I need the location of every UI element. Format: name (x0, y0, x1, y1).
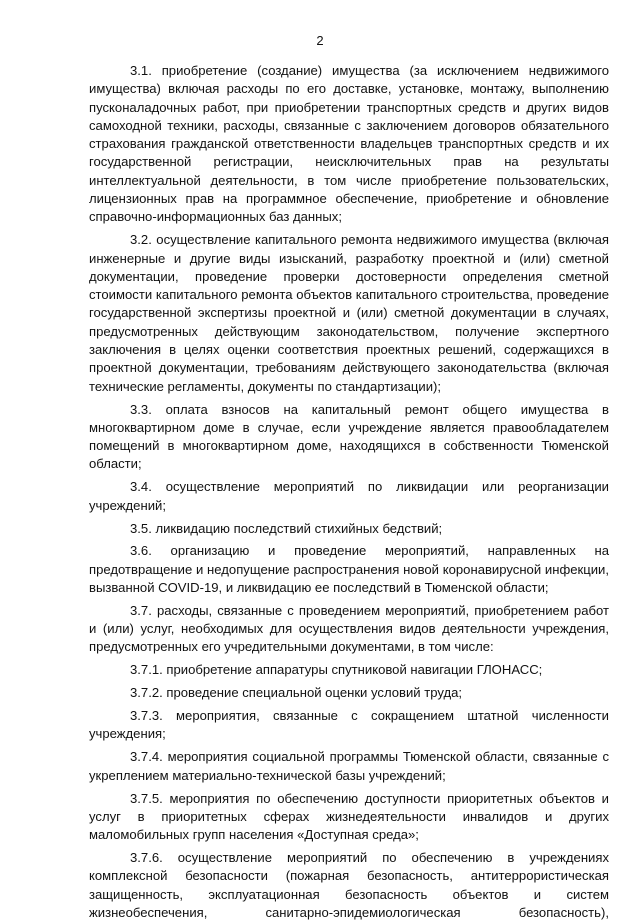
paragraph-3-7-5: 3.7.5. мероприятия по обеспечению доступности приоритетных объектов и услуг в приоритетных сферах жизнедеятельности инвалидов и других маломобильных групп населения «Доступная среда»; (89, 790, 609, 843)
paragraph-3-2: 3.2. осуществление капитального ремонта недвижимого имущества (включая инженерные и другие виды изысканий, разработку проектной и (или) сметной документации, проведение проверки достоверности определения сметной стоимости капитального ремонта объектов капитального строительства, проведение государственной экспертизы проектной и (или) сметной документации в случаях, предусмотренных действующим законодательством, получение экспертного заключения в целях оценки соответствия проектных решений, содержащихся в проектной документации, требованиям действующего законодательства (включая технические регламенты, документы по стандартизации); (89, 232, 609, 394)
paragraph-3-5: 3.5. ликвидацию последствий стихийных бедствий; (130, 520, 443, 536)
paragraph-3-7-1: 3.7.1. приобретение аппаратуры спутниковой навигации ГЛОНАСС; (130, 662, 543, 678)
paragraph-3-7-3: 3.7.3. мероприятия, связанные с сокращением штатной численности учреждения; (89, 708, 609, 742)
paragraph-3-7: 3.7. расходы, связанные с проведением мероприятий, приобретением работ и (или) услуг, необходимых для осуществления видов деятельности учреждения, предусмотренных его учредительными документами, в том числе: (89, 602, 609, 655)
paragraph-3-1: 3.1. приобретение (создание) имущества (за исключением недвижимого имущества) включая расходы по его доставке, установке, монтажу, выполнению пусконаладочных работ, при приобретении транспортных средств и других видов самоходной техники, расходы, связанные с заключением договоров обязательного страхования гражданской ответственности владельцев транспортных средств и их государственной регистрации, неисключительных прав на результаты интеллектуальной деятельности, в том числе приобретение пользовательских, лицензионных прав на программное обеспечение, приобретение и обновление справочно-информационных баз данных; (89, 63, 609, 225)
page-number: 2 (316, 33, 324, 48)
paragraph-3-6: 3.6. организацию и проведение мероприятий, направленных на предотвращение и недопущение распространения новой коронавирусной инфекции, вызванной COVID-19, и ликвидацию ее последствий в Тюменской области; (89, 543, 609, 595)
paragraph-3-7-4: 3.7.4. мероприятия социальной программы Тюменской области, связанные с укреплением материально-технической базы учреждений; (89, 749, 609, 783)
document-body (89, 62, 609, 922)
paragraph-3-4: 3.4. осуществление мероприятий по ликвидации или реорганизации учреждений; (89, 479, 609, 513)
paragraph-3-7-6: 3.7.6. осуществление мероприятий по обеспечению в учреждениях комплексной безопасности (пожарная безопасность, антитеррористическая защищенность, эксплуатационная безопасность объектов и систем жизнеобеспечения, санитарно-эпидемиологическая безопасность), (89, 850, 609, 920)
paragraph-3-3: 3.3. оплата взносов на капитальный ремонт общего имущества в многоквартирном доме в случае, если учреждение является правообладателем помещений в многоквартирном доме, находящихся в собственности Тюменской области; (89, 401, 609, 472)
paragraph-3-7-2: 3.7.2. проведение специальной оценки условий труда; (130, 685, 463, 701)
